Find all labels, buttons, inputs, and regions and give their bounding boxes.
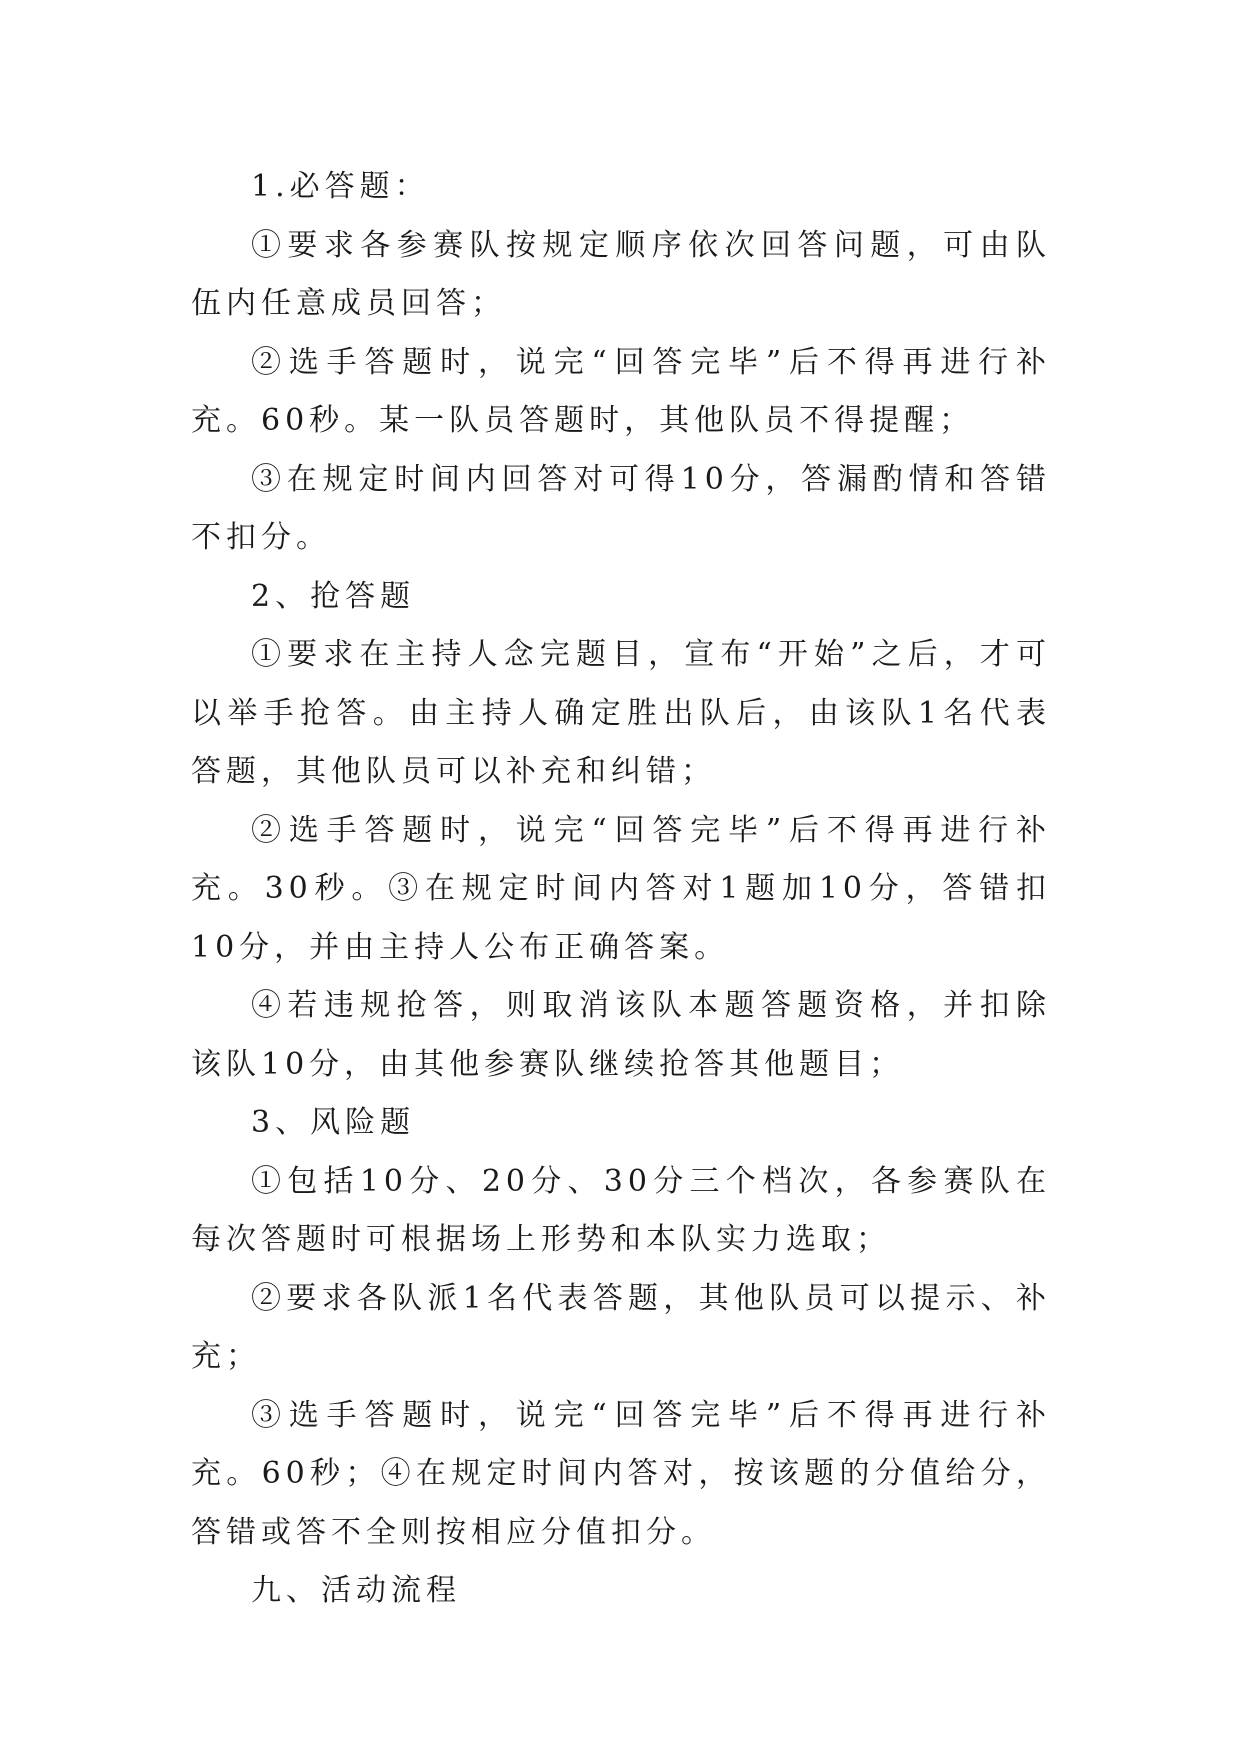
paragraph: ①要求在主持人念完题目，宣布“开始”之后，才可以举手抢答。由主持人确定胜出队后，由该队1名代表答题，其他队员可以补充和纠错； bbox=[191, 637, 1051, 789]
section-heading-buzzer-questions: 2、抢答题 bbox=[251, 578, 416, 614]
paragraph: ③选手答题时，说完“回答完毕”后不得再进行补充。60秒；④在规定时间内答对，按该题的分值给分，答错或答不全则按相应分值扣分。 bbox=[191, 1397, 1051, 1550]
paragraph: ②要求各队派1名代表答题，其他队员可以提示、补充； bbox=[191, 1280, 1051, 1374]
section-heading-risk-questions: 3、风险题 bbox=[251, 1105, 416, 1140]
paragraph: ④若违规抢答，则取消该队本题答题资格，并扣除该队10分，由其他参赛队继续抢答其他题目； bbox=[191, 988, 1051, 1082]
section-heading-activity-flow: 九、活动流程 bbox=[251, 1573, 461, 1608]
paragraph: ③在规定时间内回答对可得10分，答漏酌情和答错不扣分。 bbox=[191, 461, 1051, 555]
paragraph: ②选手答题时，说完“回答完毕”后不得再进行补充。30秒。③在规定时间内答对1题加10分，答错扣10分，并由主持人公布正确答案。 bbox=[191, 812, 1051, 965]
paragraph: ①包括10分、20分、30分三个档次，各参赛队在每次答题时可根据场上形势和本队实力选取； bbox=[191, 1163, 1051, 1257]
document-body bbox=[191, 158, 1051, 1621]
paragraph: ①要求各参赛队按规定顺序依次回答问题，可由队伍内任意成员回答； bbox=[191, 227, 1051, 321]
paragraph: ②选手答题时，说完“回答完毕”后不得再进行补充。60秒。某一队员答题时，其他队员不得提醒； bbox=[191, 344, 1051, 438]
section-heading-required-questions: 1.必答题： bbox=[251, 169, 430, 204]
